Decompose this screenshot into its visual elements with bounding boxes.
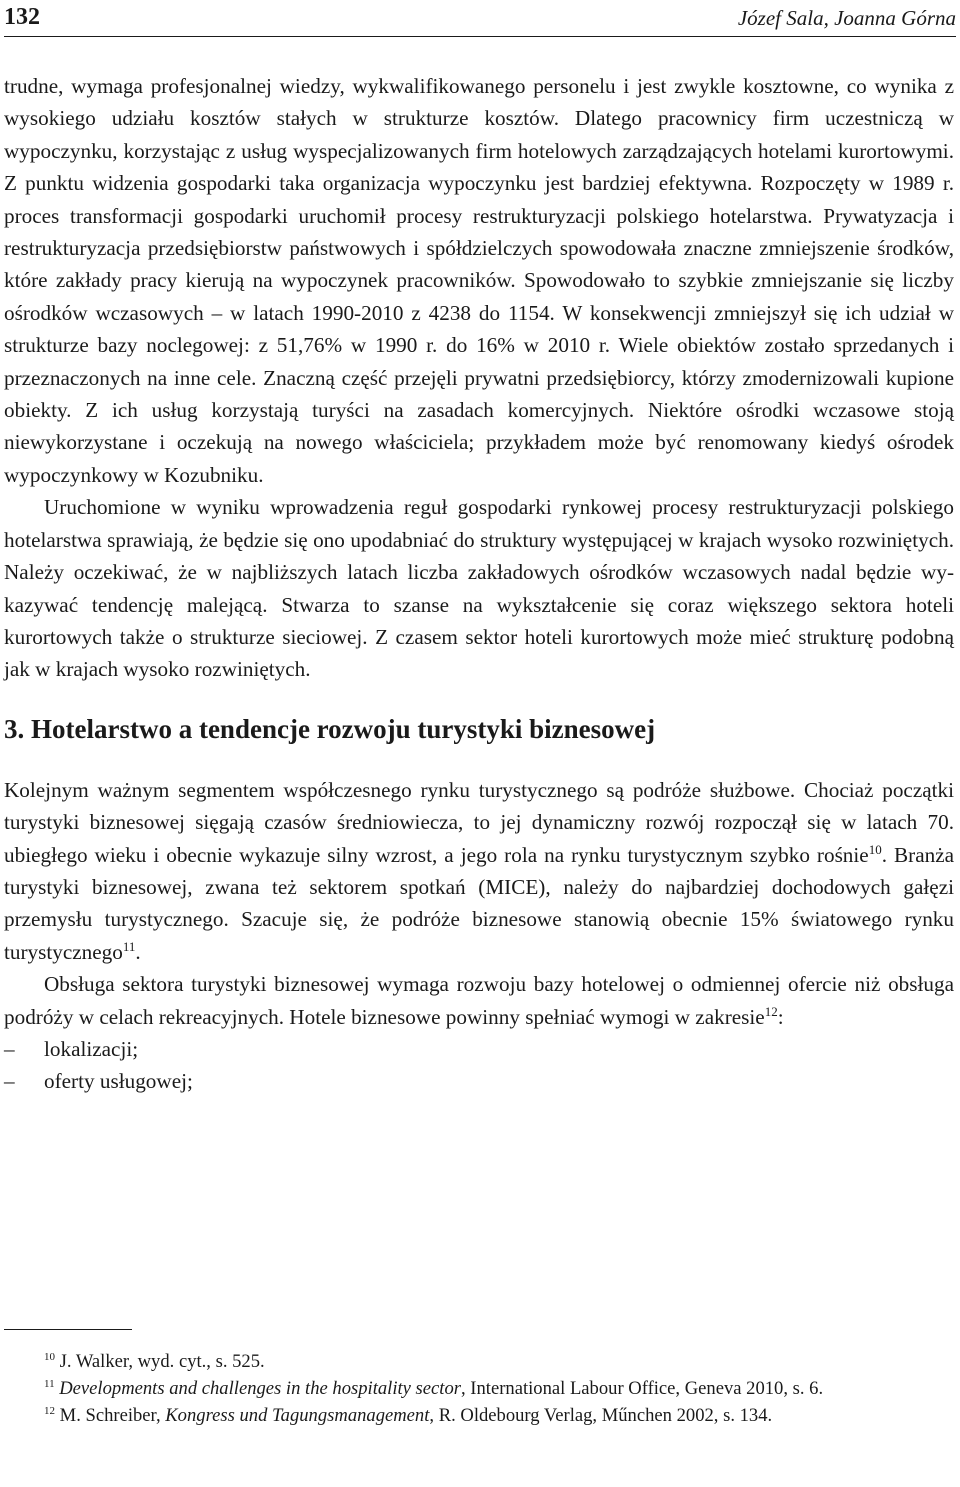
footnote-number: 10	[44, 1350, 55, 1363]
footnote-11	[4, 1376, 954, 1403]
section-heading: 3. Hotelarstwo a tendencje rozwoju turystyki biznesowej	[4, 713, 656, 744]
requirements-list	[4, 1033, 954, 1098]
paragraph-4-text-b: :	[777, 1004, 784, 1029]
list-item	[4, 1033, 954, 1065]
footnote-separator	[4, 1329, 132, 1330]
footnote-number: 11	[44, 1377, 55, 1390]
paragraph-4-text-a: Obsługa sektora turystyki biznesowej wymaga rozwoju bazy hotelowej o odmiennej ofercie niż obsługa podróży w celach rekreacyjnych. Hotele biznesowe powinny spełniać wymogi w zakresie	[4, 972, 954, 1029]
page-number: 132	[4, 4, 40, 30]
footnote-text: , R. Oldebourg Verlag, Műnchen 2002, s. 134.	[429, 1404, 773, 1426]
dash-bullet-icon: –	[4, 1036, 15, 1061]
footnote-text: M. Schreiber,	[59, 1404, 166, 1426]
footnote-ref-10[interactable]: 10	[868, 841, 882, 857]
footnote-text: J. Walker, wyd. cyt., s. 525.	[59, 1351, 265, 1372]
footnote-text: , International Labour Office, Geneva 2010, s. 6.	[461, 1377, 824, 1399]
list-item-label: oferty usługowej;	[44, 1069, 193, 1094]
footnote-title: Kongress und Tagungsmanagement	[165, 1404, 430, 1426]
footnote-ref-11[interactable]: 11	[122, 938, 136, 954]
dash-bullet-icon: –	[4, 1069, 15, 1094]
footnote-12	[4, 1403, 954, 1430]
paragraph-4	[4, 968, 954, 1033]
footnotes	[4, 1349, 954, 1429]
paragraph-3	[4, 774, 954, 968]
running-head-authors: Józef Sala, Joanna Górna	[737, 6, 956, 30]
footnote-10	[4, 1349, 954, 1376]
paragraph-1: trudne, wymaga profesjonalnej wiedzy, wykwalifikowanego personelu i jest zwykle kosztowne, co wynika z wysokiego udziału kosztów stałych w strukturze kosztów. Dlatego pracownicy firm uczestniczą w wypoczynku, korzystając z usług wyspecjalizowanych firm hotelowych zarządzających hotelami kurortowymi. Z punktu widzenia gospodarki taka organizacja wypoczynku jest bardziej efektywna. Rozpoczęty w 1989 r. proces transformacji gospodarki uruchomił procesy restrukturyzacji polskiego hotelarstwa. Prywatyzacja i restrukturyzacja przedsiębiorstw państwowych i spółdzielczych spowodowała znaczne zmniejszenie środków, które zakłady pracy kierują na wypoczynek pracowników. Spowodowało to szybkie zmniejszanie się liczby ośrodków wczasowych – w latach 1990-2010 z 4238 do 1154. W konsekwencji zmniejszył się ich udział w strukturze bazy noclegowej: z 51,76% w 1990 r. do 16% w 2010 r. Wiele obiektów zostało sprzedanych i przeznaczonych na inne cele. Znaczną część przejęli prywatni przedsiębiorcy, którzy zmodernizowali kupione obiekty. Z ich usług korzystają turyści na zasadach komercyjnych. Niektóre ośrodki wczasowe stoją niewykorzystane i oczekują na nowego właściciela; przykładem może być renomowany kiedyś ośrodek wypoczynkowy w Kozubniku.	[4, 74, 954, 487]
running-header	[4, 0, 956, 37]
paragraph-2: Uruchomione w wyniku wprowadzenia reguł gospodarki rynkowej procesy restrukturyzacji polskiego hotelarstwa sprawiają, że będzie się ono upodabniać do struktury występującej w krajach wysoko rozwiniętych. Należy oczekiwać, że w najbliższych latach liczba zakładowych ośrodków wczasowych nadal będzie wykazywać tendencję malejącą. Stwarza to szanse na wykształcenie się coraz większego sektora hoteli kurortowych także o strukturze sieciowej. Z czasem sektor hoteli kurortowych może mieć strukturę podobną jak w krajach wysoko rozwiniętych.	[4, 495, 954, 682]
footnote-title: Developments and challenges in the hospitality sector	[59, 1377, 461, 1399]
footnote-number: 12	[44, 1404, 55, 1417]
body-text	[4, 70, 954, 1098]
list-item	[4, 1065, 954, 1097]
footnote-ref-12[interactable]: 12	[764, 1003, 778, 1019]
list-item-label: lokalizacji;	[44, 1036, 139, 1061]
paragraph-3-text-a: Kolejnym ważnym segmentem współczesnego rynku turystycznego są podróże służbowe. Chociaż początki turystyki biznesowej sięgają czasów średniowiecza, to jej dynamiczny rozwój rozpoczął się w latach 70. ubiegłego wieku i obecnie wykazuje silny wzrost, a jego rola na rynku turystycznym szybko rośnie	[4, 777, 954, 867]
paragraph-3-text-c: .	[135, 939, 141, 964]
paragraph-3-text-b: . Branża turystyki biznesowej, zwana też sektorem spotkań (MICE), należy do najbardziej dochodowych gałęzi przemysłu turystycznego. Szacuje się, że podróże biznesowe stanowią obecnie 15% światowego rynku turystycznego	[4, 842, 954, 964]
